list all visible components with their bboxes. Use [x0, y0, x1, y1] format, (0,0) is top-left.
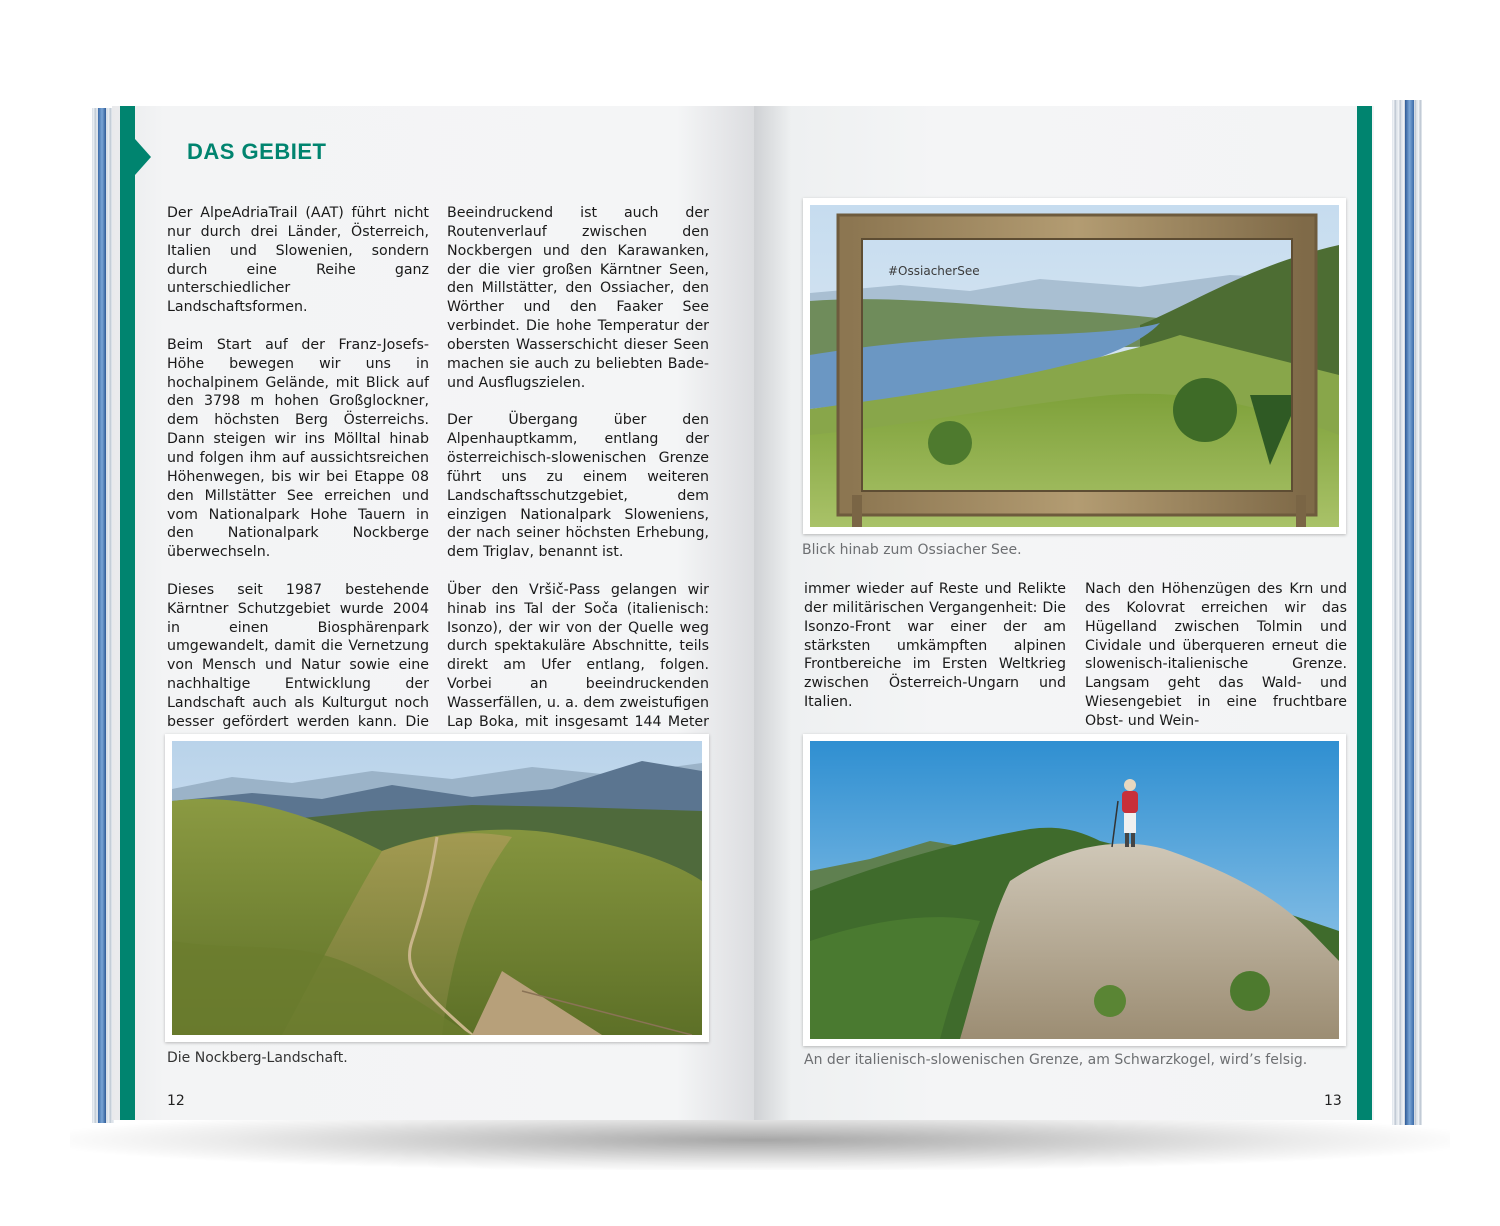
left-text-column-1 — [167, 204, 429, 769]
ossiacher-see-caption: Blick hinab zum Ossiacher See. — [802, 542, 1022, 558]
left-page — [112, 106, 754, 1120]
paragraph: Beeindruckend ist auch der Routenverlauf zwischen den Nockbergen und den Karawanken, der die vier großen Kärntner Seen, den Millstätter, den Ossiacher, den Wörther und den Faaker See verbindet. Die hohe Temperatur der obersten Wasserschicht dieser Seen machen sie auch zu beliebten Bade- und Ausflugszielen. — [447, 205, 709, 391]
schwarzkogel-ridge-image — [810, 741, 1339, 1039]
left-page-edges — [92, 108, 114, 1123]
paragraph: Beim Start auf der Franz-Josefs-Höhe bewegen wir uns in hochalpinem Gelände, mit Blick auf den 3798 m hohen Großglockner, dem höchsten Berg Österreichs. Dann steigen wir ins Mölltal hinab und folgen ihm auf aussichtsreichen Höhenwegen, bis wir bei Etappe 08 den Millstätter See erreichen und vom Nationalpark Hohe Tauern in den Nationalpark Nockberge überwechseln. — [167, 336, 429, 561]
left-text-column-2 — [447, 204, 709, 769]
heading-arrow-icon — [135, 139, 151, 175]
paragraph: Nach den Höhenzügen des Krn und des Kolovrat erreichen wir das Hügelland zwischen Tolmin und Cividale und überqueren erneut die slowenisch-italienische Grenze. Langsam geht das Wald- und Wiesengebiet in eine fruchtbare Obst- und Wein- — [1085, 581, 1347, 729]
right-accent-bar — [1357, 106, 1372, 1120]
nockberg-photo-caption: Die Nockberg-Landschaft. — [167, 1050, 348, 1066]
frame-sign-text: #OssiacherSee — [888, 264, 980, 278]
schwarzkogel-caption: An der italienisch-slowenischen Grenze, am Schwarzkogel, wird’s felsig. — [804, 1052, 1308, 1068]
nockberg-landscape-image — [172, 741, 702, 1035]
open-book — [92, 100, 1422, 1125]
paragraph: Der Übergang über den Alpenhauptkamm, entlang der österreichisch-slowenischen Grenze führt uns zu einem weiteren Landschaftsschutzgebiet, dem einzigen Nationalpark Sloweniens, der nach seiner höchsten Erhebung, dem Triglav, benannt ist. — [447, 412, 709, 561]
left-accent-bar — [120, 106, 135, 1120]
section-heading: DAS GEBIET — [187, 139, 327, 164]
right-page — [754, 106, 1374, 1120]
page-number-left: 12 — [167, 1093, 185, 1109]
paragraph: Dieses seit 1987 bestehende Kärntner Schutzgebiet wurde 2004 in einen Biosphärenpark umgewandelt, damit die Vernetzung von Mensch und Natur sowie eine nachhaltige Entwicklung der Landschaft auch als Kulturgut noch besser gefördert werden kann. Die — [167, 581, 429, 730]
schwarzkogel-photo — [803, 734, 1346, 1046]
ossiacher-see-image — [810, 205, 1339, 527]
nockberg-photo — [165, 734, 709, 1042]
paragraph: Über den Vršič-Pass gelangen wir hinab ins Tal der Soča (italienisch: Isonzo), der wir von der Quelle weg durch spektakuläre Abschnitte, teils direkt am Ufer entlang, folgen. Vorbei an beeindruckenden Wasserfällen, u. a. dem zweistufigen Lap Boka, mit insgesamt 144 Meter — [447, 581, 709, 730]
right-page-edges — [1392, 100, 1422, 1125]
right-text-column-1 — [804, 580, 1066, 712]
right-text-column-2 — [1085, 580, 1347, 731]
paragraph: immer wieder auf Reste und Relikte der militärischen Vergangenheit: Die Isonzo-Front war einer der am stärksten umkämpften alpinen Frontbereiche im Ersten Weltkrieg zwischen Österreich-Ungarn und Italien. — [804, 581, 1066, 711]
ossiacher-see-photo — [803, 198, 1346, 534]
page-number-right: 13 — [1324, 1093, 1342, 1109]
paragraph: Der AlpeAdriaTrail (AAT) führt nicht nur durch drei Länder, Österreich, Italien und Slowenien, sondern durch eine Reihe ganz unterschiedlicher Landschaftsformen. — [167, 205, 429, 316]
